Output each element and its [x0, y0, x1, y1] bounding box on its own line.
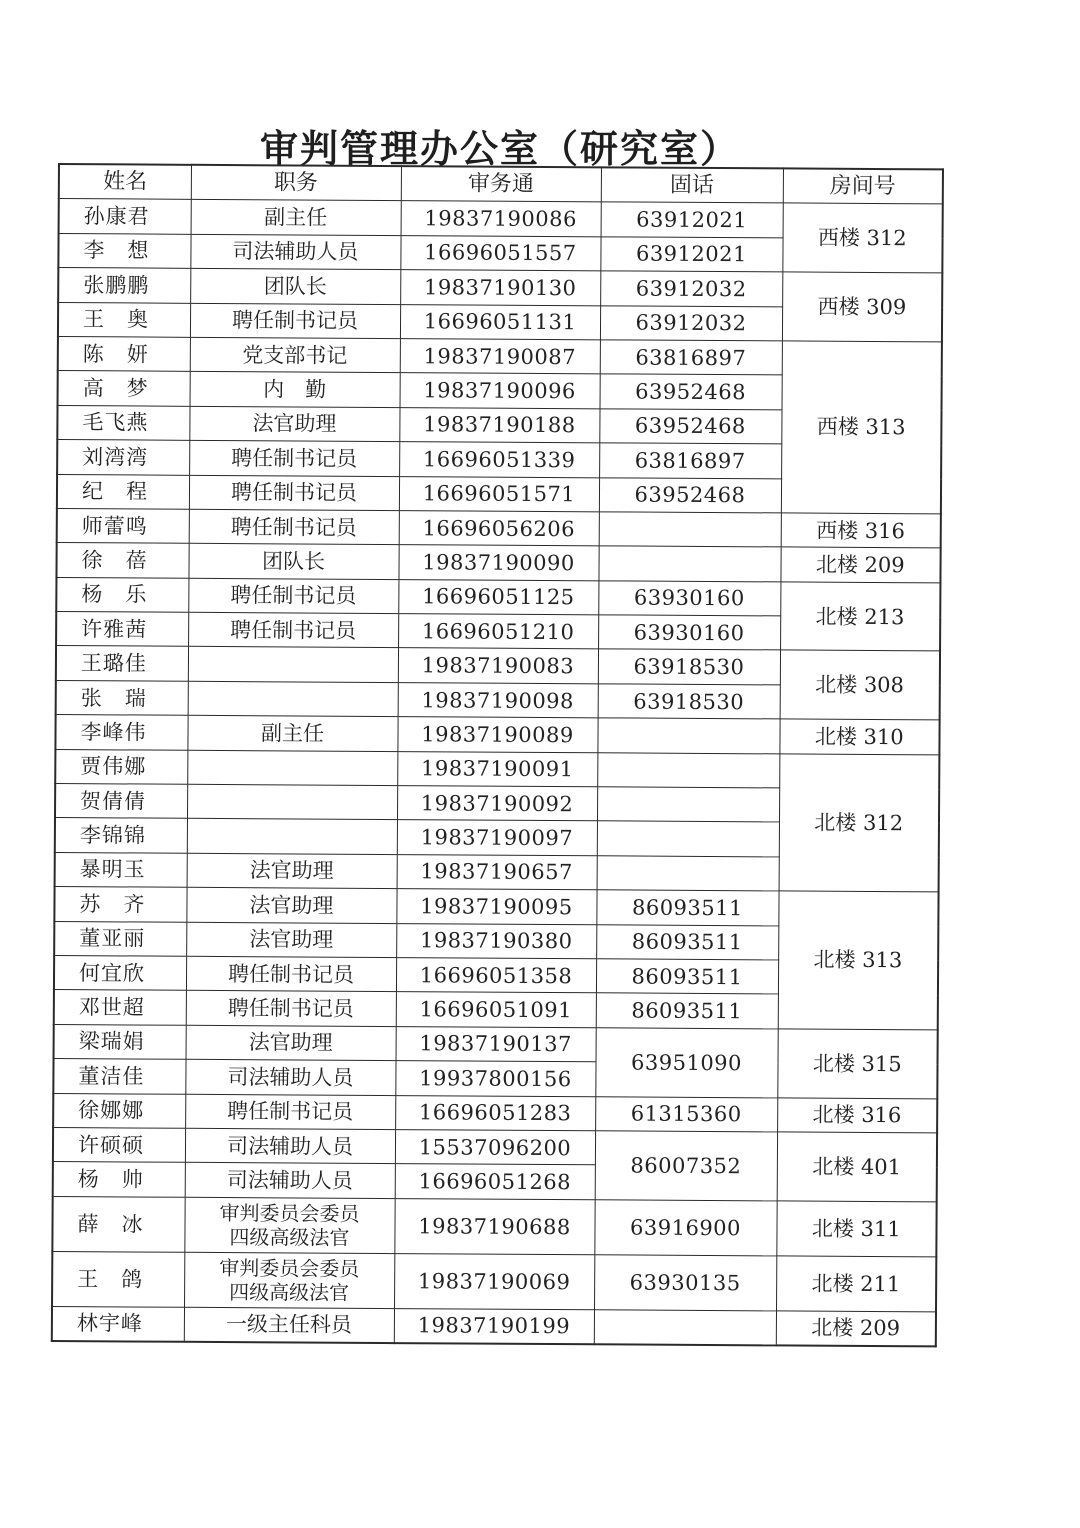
mobile-cell: 19837190090 — [398, 545, 598, 581]
table-row — [52, 1251, 936, 1311]
mobile-cell: 19837190130 — [400, 270, 600, 306]
name-cell: 师蕾鸣 — [57, 508, 189, 543]
position-cell: 聘任制书记员 — [189, 475, 399, 511]
room-cell: 西楼 309 — [782, 272, 942, 342]
phone-cell — [597, 821, 779, 857]
position-cell: 司法辅助人员 — [185, 1128, 395, 1164]
name-cell: 许雅茜 — [56, 612, 188, 647]
phone-cell: 86093511 — [596, 890, 778, 926]
phone-cell: 63816897 — [599, 443, 781, 479]
contact-table — [51, 163, 944, 1347]
phone-cell: 63916900 — [594, 1200, 776, 1256]
phone-cell: 63951090 — [595, 1028, 777, 1098]
room-cell: 北楼 310 — [779, 719, 939, 754]
mobile-cell: 19837190087 — [400, 339, 600, 375]
phone-cell: 63952468 — [599, 477, 781, 513]
position-cell: 团队长 — [188, 544, 398, 580]
table-row — [54, 887, 938, 927]
name-cell: 刘湾湾 — [57, 440, 189, 475]
position-cell: 聘任制书记员 — [186, 991, 396, 1027]
position-cell — [188, 647, 398, 683]
name-cell: 杨 帅 — [53, 1162, 185, 1197]
mobile-cell: 19837190137 — [396, 1026, 596, 1062]
mobile-cell: 15537096200 — [395, 1130, 595, 1166]
mobile-cell: 19837190083 — [398, 648, 598, 684]
name-cell: 苏 齐 — [54, 887, 186, 922]
position-cell: 副主任 — [191, 200, 401, 236]
phone-cell: 63912021 — [600, 237, 782, 273]
mobile-cell: 19937800156 — [395, 1061, 595, 1097]
room-cell: 北楼 213 — [780, 582, 940, 652]
position-cell: 法官助理 — [186, 1025, 396, 1061]
phone-cell: 63918530 — [598, 684, 780, 720]
position-cell: 聘任制书记员 — [185, 1094, 395, 1130]
mobile-cell: 16696051283 — [395, 1095, 595, 1131]
room-cell: 北楼 312 — [779, 754, 940, 893]
mobile-cell: 16696051339 — [399, 442, 599, 478]
position-cell: 聘任制书记员 — [188, 578, 398, 614]
position-cell — [187, 750, 397, 786]
position-cell: 聘任制书记员 — [189, 509, 399, 545]
name-cell: 邓世超 — [54, 990, 186, 1025]
mobile-cell: 16696051210 — [398, 614, 598, 650]
position-cell: 一级主任科员 — [184, 1307, 394, 1343]
header-phone: 固话 — [601, 167, 783, 203]
table-row — [56, 646, 940, 686]
position-cell: 法官助理 — [187, 853, 397, 889]
position-cell: 法官助理 — [186, 888, 396, 924]
position-cell: 副主任 — [187, 716, 397, 752]
table-row — [55, 715, 939, 755]
position-cell: 党支部书记 — [190, 337, 400, 373]
table-row — [54, 1024, 938, 1064]
phone-cell: 86093511 — [596, 959, 778, 995]
name-cell: 李 想 — [58, 233, 190, 268]
room-cell: 西楼 312 — [782, 203, 942, 273]
table-row — [52, 1196, 936, 1256]
mobile-cell: 19837190097 — [397, 820, 597, 856]
mobile-cell: 19837190199 — [394, 1308, 594, 1344]
mobile-cell: 16696051571 — [399, 476, 599, 512]
phone-cell: 63912032 — [600, 271, 782, 307]
phone-cell: 63930160 — [598, 580, 780, 616]
phone-cell: 63952468 — [599, 409, 781, 445]
name-cell: 许硕硕 — [53, 1127, 185, 1162]
position-cell: 司法辅助人员 — [185, 1059, 395, 1095]
mobile-cell: 19837190092 — [397, 786, 597, 822]
header-row — [59, 164, 943, 204]
name-cell: 董洁佳 — [53, 1059, 185, 1094]
position-cell: 司法辅助人员 — [190, 234, 400, 270]
room-cell: 北楼 211 — [776, 1256, 936, 1312]
phone-cell: 86093511 — [596, 924, 778, 960]
page-title: 审判管理办公室（研究室） — [259, 126, 740, 171]
phone-cell — [597, 752, 779, 788]
name-cell: 徐 蓓 — [56, 543, 188, 578]
header-position: 职务 — [191, 165, 401, 201]
name-cell: 何宜欣 — [54, 955, 186, 990]
position-line-2: 四级高级法官 — [229, 1224, 350, 1250]
table-row — [53, 1093, 937, 1133]
room-cell: 北楼 316 — [777, 1097, 937, 1132]
phone-cell: 63952468 — [600, 374, 782, 410]
room-cell: 北楼 313 — [778, 891, 939, 1030]
mobile-cell: 16696051557 — [400, 235, 600, 271]
name-cell: 张 瑞 — [56, 680, 188, 715]
phone-cell: 61315360 — [595, 1096, 777, 1132]
room-cell: 北楼 209 — [776, 1311, 936, 1347]
phone-cell: 63930160 — [598, 615, 780, 651]
position-cell — [188, 681, 398, 717]
name-cell: 王 奥 — [58, 302, 190, 337]
mobile-cell: 16696051358 — [396, 958, 596, 994]
position-cell: 司法辅助人员 — [185, 1163, 395, 1199]
position-line-2: 四级高级法官 — [229, 1279, 350, 1305]
name-cell: 林宇峰 — [52, 1306, 184, 1342]
table-row — [57, 508, 941, 548]
contact-sheet — [51, 163, 942, 1347]
mobile-cell: 19837190688 — [394, 1198, 594, 1254]
position-cell: 聘任制书记员 — [189, 440, 399, 476]
mobile-cell: 19837190091 — [397, 751, 597, 787]
position-cell — [184, 1252, 394, 1308]
phone-cell: 63918530 — [598, 649, 780, 685]
name-cell: 贾伟娜 — [55, 749, 187, 784]
table-row — [56, 577, 940, 617]
position-line-1: 审判委员会委员 — [219, 1200, 360, 1226]
table-row — [53, 1127, 937, 1167]
mobile-cell: 19837190098 — [398, 682, 598, 718]
name-cell: 王璐佳 — [56, 646, 188, 681]
position-cell: 团队长 — [190, 268, 400, 304]
position-line-1: 审判委员会委员 — [219, 1255, 360, 1281]
phone-cell: 63816897 — [600, 340, 782, 376]
room-cell: 北楼 401 — [777, 1132, 937, 1202]
mobile-cell: 16696051268 — [395, 1164, 595, 1200]
mobile-cell: 19837190096 — [400, 373, 600, 409]
phone-cell — [599, 512, 781, 548]
name-cell: 高 梦 — [58, 371, 190, 406]
mobile-cell: 19837190086 — [401, 201, 601, 237]
mobile-cell: 19837190089 — [397, 717, 597, 753]
position-cell: 聘任制书记员 — [188, 612, 398, 648]
room-cell: 北楼 308 — [780, 650, 940, 720]
header-name: 姓名 — [59, 164, 191, 200]
mobile-cell: 19837190069 — [394, 1253, 594, 1309]
name-cell: 王 鸽 — [52, 1251, 184, 1307]
name-cell: 孙康君 — [59, 199, 191, 234]
name-cell: 张鹏鹏 — [58, 268, 190, 303]
phone-cell — [597, 787, 779, 823]
name-cell: 杨 乐 — [56, 577, 188, 612]
mobile-cell: 19837190380 — [396, 923, 596, 959]
name-cell: 暴明玉 — [55, 852, 187, 887]
room-cell: 北楼 311 — [776, 1201, 936, 1257]
table-row — [59, 199, 943, 239]
mobile-cell: 16696056206 — [399, 510, 599, 546]
phone-cell — [594, 1310, 776, 1346]
header-mobile: 审务通 — [401, 166, 601, 202]
name-cell: 徐娜娜 — [53, 1093, 185, 1128]
mobile-cell: 16696051091 — [396, 992, 596, 1028]
phone-cell — [597, 718, 779, 754]
name-cell: 李锦锦 — [55, 818, 187, 853]
position-cell: 法官助理 — [189, 406, 399, 442]
position-cell: 内 勤 — [190, 372, 400, 408]
position-cell — [184, 1197, 394, 1253]
name-cell: 董亚丽 — [54, 921, 186, 956]
phone-cell: 63912032 — [600, 305, 782, 341]
room-cell: 西楼 313 — [781, 341, 942, 514]
position-cell: 法官助理 — [186, 922, 396, 958]
room-cell: 北楼 315 — [777, 1029, 937, 1099]
mobile-cell: 19837190188 — [399, 407, 599, 443]
name-cell: 梁瑞娟 — [54, 1024, 186, 1059]
phone-cell: 86093511 — [596, 993, 778, 1029]
table-row — [55, 749, 939, 789]
mobile-cell: 19837190095 — [396, 889, 596, 925]
table-row — [58, 268, 942, 308]
mobile-cell: 16696051125 — [398, 579, 598, 615]
room-cell: 北楼 209 — [780, 547, 940, 582]
room-cell: 西楼 316 — [781, 513, 941, 548]
phone-cell: 63930135 — [594, 1255, 776, 1311]
name-cell: 贺倩倩 — [55, 784, 187, 819]
name-cell: 毛飞燕 — [57, 405, 189, 440]
name-cell: 纪 程 — [57, 474, 189, 509]
name-cell: 陈 妍 — [58, 336, 190, 371]
phone-cell: 63912021 — [601, 202, 783, 238]
position-cell — [187, 819, 397, 855]
mobile-cell: 19837190657 — [397, 854, 597, 890]
phone-cell — [597, 856, 779, 892]
table-row — [56, 543, 940, 583]
phone-cell — [598, 546, 780, 582]
name-cell: 李峰伟 — [55, 715, 187, 750]
table-row — [52, 1306, 936, 1346]
mobile-cell: 16696051131 — [400, 304, 600, 340]
position-cell: 聘任制书记员 — [190, 303, 400, 339]
table-row — [58, 336, 942, 376]
position-cell — [187, 784, 397, 820]
phone-cell: 86007352 — [595, 1131, 777, 1201]
header-room: 房间号 — [783, 168, 943, 204]
name-cell: 薛 冰 — [52, 1196, 184, 1252]
position-cell: 聘任制书记员 — [186, 956, 396, 992]
